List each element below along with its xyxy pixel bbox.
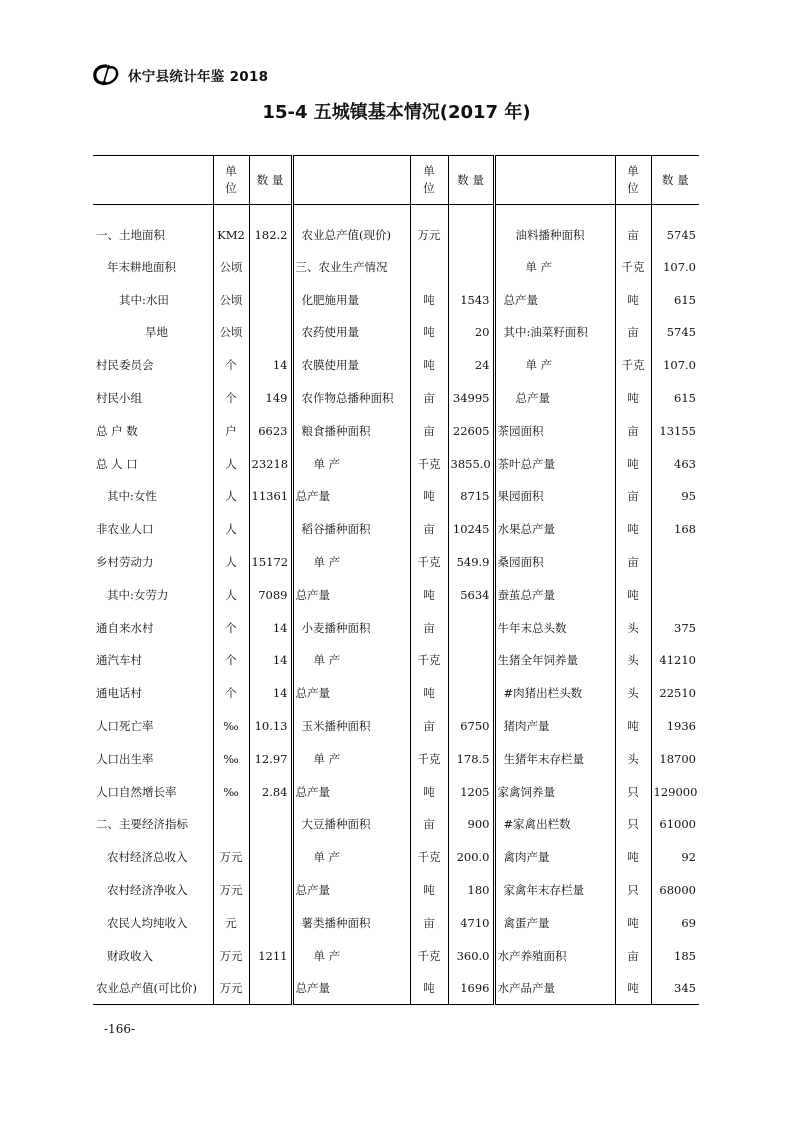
unit-cell: ‰ [213, 742, 249, 775]
item-label: 猪肉产量 [494, 710, 615, 743]
item-label: 农药使用量 [292, 316, 410, 349]
value-cell: 1696 [448, 972, 494, 1005]
item-label: 水产养殖面积 [494, 939, 615, 972]
value-cell [249, 874, 292, 907]
header-qty-2: 数 量 [448, 156, 494, 205]
unit-cell: 吨 [410, 972, 448, 1005]
item-label: 农业总产值(现价) [292, 205, 410, 251]
item-label: 单 产 [292, 644, 410, 677]
value-cell: 92 [681, 850, 696, 865]
item-label: 村民委员会 [93, 349, 213, 382]
item-label: 村民小组 [93, 382, 213, 415]
unit-cell: 千克 [410, 644, 448, 677]
unit-cell: 人 [213, 578, 249, 611]
table-row [93, 972, 699, 1005]
value-cell: 95 [681, 489, 696, 504]
value-cell: 22605 [448, 414, 494, 447]
value-cell [249, 251, 292, 284]
item-label: 稻谷播种面积 [292, 513, 410, 546]
unit-cell [410, 251, 448, 284]
item-label: 总产量 [494, 382, 615, 415]
item-label: 三、农业生产情况 [292, 251, 410, 284]
value-cell [249, 513, 292, 546]
value-cell: 12.97 [249, 742, 292, 775]
value-cell [651, 546, 699, 579]
table-row [93, 775, 699, 808]
value-cell: 6750 [448, 710, 494, 743]
unit-cell: 吨 [410, 283, 448, 316]
unit-cell: 只 [615, 874, 651, 907]
item-label: 总产量 [292, 775, 410, 808]
unit-cell: 亩 [410, 414, 448, 447]
value-cell [448, 205, 494, 251]
unit-cell: 吨 [615, 382, 651, 415]
item-label: 桑园面积 [494, 546, 615, 579]
unit-cell: 亩 [615, 939, 651, 972]
value-cell: 549.9 [448, 546, 494, 579]
table-row [93, 382, 699, 415]
value-cell: 1211 [249, 939, 292, 972]
value-cell: 1543 [448, 283, 494, 316]
value-cell: 615 [674, 391, 696, 406]
value-cell [249, 316, 292, 349]
item-label: #家禽出栏数 [494, 808, 615, 841]
table-row [93, 578, 699, 611]
value-cell [249, 972, 292, 1005]
unit-cell: 千克 [615, 251, 651, 284]
value-cell: 14 [249, 677, 292, 710]
value-cell: 1936 [666, 719, 696, 734]
value-cell: 5745 [666, 227, 696, 242]
unit-cell: 人 [213, 546, 249, 579]
item-label: 总产量 [292, 972, 410, 1005]
table-row [93, 283, 699, 316]
value-cell: 1205 [448, 775, 494, 808]
value-cell: 3855.0 [448, 447, 494, 480]
table-row [93, 251, 699, 284]
unit-cell: 亩 [615, 205, 651, 251]
item-label: 总产量 [292, 578, 410, 611]
item-label: 通汽车村 [93, 644, 213, 677]
item-label: 单 产 [292, 546, 410, 579]
value-cell: 22510 [659, 686, 696, 701]
item-label: 总 人 口 [93, 447, 213, 480]
item-label: 二、主要经济指标 [93, 808, 213, 841]
item-label: 非农业人口 [93, 513, 213, 546]
item-label: 水果总产量 [494, 513, 615, 546]
header-qty-1: 数 量 [249, 156, 292, 205]
value-cell [448, 611, 494, 644]
value-cell: 5634 [448, 578, 494, 611]
unit-cell: 亩 [615, 480, 651, 513]
value-cell: 185 [674, 948, 696, 963]
item-label: 其中:油菜籽面积 [494, 316, 615, 349]
unit-cell: 只 [615, 808, 651, 841]
value-cell: 23218 [249, 447, 292, 480]
table-row [93, 480, 699, 513]
item-label: 生猪全年饲养量 [494, 644, 615, 677]
value-cell [249, 808, 292, 841]
item-label: 单 产 [292, 841, 410, 874]
item-label: 粮食播种面积 [292, 414, 410, 447]
item-label: 禽肉产量 [494, 841, 615, 874]
value-cell: 14 [249, 644, 292, 677]
item-label: 总 户 数 [93, 414, 213, 447]
unit-cell: 元 [213, 906, 249, 939]
table-row [93, 513, 699, 546]
unit-cell: 万元 [213, 939, 249, 972]
table-row [93, 546, 699, 579]
value-cell: 69 [681, 915, 696, 930]
item-label: 大豆播种面积 [292, 808, 410, 841]
table-row [93, 677, 699, 710]
item-label: 总产量 [292, 480, 410, 513]
value-cell: 10.13 [249, 710, 292, 743]
unit-cell: 公顷 [213, 316, 249, 349]
value-cell: 24 [448, 349, 494, 382]
value-cell [249, 906, 292, 939]
item-label: 农村经济净收入 [93, 874, 213, 907]
unit-cell: 亩 [410, 513, 448, 546]
unit-cell: 吨 [410, 316, 448, 349]
value-cell: 168 [674, 522, 696, 537]
item-label: 农作物总播种面积 [292, 382, 410, 415]
value-cell: 360.0 [448, 939, 494, 972]
item-label: 人口死亡率 [93, 710, 213, 743]
unit-cell: 亩 [615, 414, 651, 447]
value-cell: 18700 [659, 751, 696, 766]
statistics-table-wrapper [93, 155, 699, 1005]
table-row [93, 906, 699, 939]
unit-cell: 只 [615, 775, 651, 808]
item-label: 牛年末总头数 [494, 611, 615, 644]
item-label: 通自来水村 [93, 611, 213, 644]
unit-cell: 吨 [410, 775, 448, 808]
value-cell: 107.0 [663, 358, 696, 373]
unit-cell: 吨 [615, 578, 651, 611]
unit-cell: 万元 [213, 972, 249, 1005]
item-label: 乡村劳动力 [93, 546, 213, 579]
value-cell: 10245 [448, 513, 494, 546]
unit-cell: 万元 [213, 874, 249, 907]
value-cell: 61000 [659, 817, 696, 832]
unit-cell: 个 [213, 677, 249, 710]
value-cell: 129000 [653, 784, 698, 799]
item-label: 水产品产量 [494, 972, 615, 1005]
unit-cell: 吨 [615, 972, 651, 1005]
item-label: 人口出生率 [93, 742, 213, 775]
book-title: 休宁县统计年鉴 2018 [128, 69, 269, 85]
value-cell: 182.2 [249, 205, 292, 251]
item-label: 单 产 [494, 251, 615, 284]
unit-cell: 千克 [410, 939, 448, 972]
table-row [93, 205, 699, 251]
table-row [93, 644, 699, 677]
unit-cell: 个 [213, 611, 249, 644]
item-label: 家禽年末存栏量 [494, 874, 615, 907]
value-cell [249, 841, 292, 874]
value-cell [448, 644, 494, 677]
table-row [93, 742, 699, 775]
value-cell: 180 [448, 874, 494, 907]
item-label: 其中:女性 [93, 480, 213, 513]
item-label: #肉猪出栏头数 [494, 677, 615, 710]
item-label: 化肥施用量 [292, 283, 410, 316]
unit-cell: 吨 [615, 283, 651, 316]
table-title: 15-4 五城镇基本情况(2017 年) [262, 102, 531, 123]
value-cell: 2.84 [249, 775, 292, 808]
unit-cell: 千克 [615, 349, 651, 382]
value-cell: 15172 [249, 546, 292, 579]
unit-cell: 头 [615, 611, 651, 644]
value-cell: 5745 [666, 325, 696, 340]
unit-cell: 千克 [410, 546, 448, 579]
item-label: 单 产 [292, 447, 410, 480]
unit-cell: 吨 [615, 447, 651, 480]
table-body [93, 205, 699, 1005]
item-label: 其中:水田 [93, 283, 213, 316]
unit-cell: 亩 [410, 808, 448, 841]
unit-cell: 亩 [410, 382, 448, 415]
item-label: 财政收入 [93, 939, 213, 972]
item-label: 总产量 [292, 677, 410, 710]
unit-cell: 吨 [615, 906, 651, 939]
value-cell [448, 677, 494, 710]
unit-cell: 亩 [410, 906, 448, 939]
value-cell: 6623 [249, 414, 292, 447]
item-label: 玉米播种面积 [292, 710, 410, 743]
value-cell [249, 283, 292, 316]
value-cell: 4710 [448, 906, 494, 939]
unit-cell: 万元 [410, 205, 448, 251]
table-row [93, 808, 699, 841]
value-cell: 13155 [659, 423, 696, 438]
value-cell: 463 [674, 456, 696, 471]
header-item-1 [93, 156, 213, 205]
header-qty-3: 数 量 [651, 156, 699, 205]
unit-cell: 亩 [615, 316, 651, 349]
table-row [93, 939, 699, 972]
unit-cell: 吨 [410, 578, 448, 611]
unit-cell: 户 [213, 414, 249, 447]
value-cell: 7089 [249, 578, 292, 611]
unit-cell: 吨 [615, 841, 651, 874]
table-row [93, 611, 699, 644]
item-label: 其中:女劳力 [93, 578, 213, 611]
value-cell: 41210 [659, 653, 696, 668]
unit-cell: 个 [213, 382, 249, 415]
unit-cell: 头 [615, 742, 651, 775]
value-cell: 20 [448, 316, 494, 349]
value-cell: 900 [448, 808, 494, 841]
page-number: -166- [104, 1022, 136, 1036]
item-label: 茶园面积 [494, 414, 615, 447]
unit-cell: 吨 [410, 480, 448, 513]
value-cell: 14 [249, 611, 292, 644]
value-cell: 375 [674, 620, 696, 635]
unit-cell: 人 [213, 480, 249, 513]
unit-cell: 亩 [410, 611, 448, 644]
item-label: 年末耕地面积 [93, 251, 213, 284]
item-label: 通电话村 [93, 677, 213, 710]
unit-cell: 头 [615, 644, 651, 677]
header-unit-2: 单 位 [410, 156, 448, 205]
unit-cell: 吨 [615, 513, 651, 546]
unit-cell: 人 [213, 447, 249, 480]
item-label: 蚕茧总产量 [494, 578, 615, 611]
value-cell: 615 [674, 292, 696, 307]
item-label: 农村经济总收入 [93, 841, 213, 874]
item-label: 农膜使用量 [292, 349, 410, 382]
item-label: 总产量 [292, 874, 410, 907]
unit-cell: 个 [213, 644, 249, 677]
unit-cell: 公顷 [213, 283, 249, 316]
value-cell: 200.0 [448, 841, 494, 874]
item-label: 单 产 [494, 349, 615, 382]
item-label: 人口自然增长率 [93, 775, 213, 808]
header-unit-1: 单 位 [213, 156, 249, 205]
table-row [93, 841, 699, 874]
unit-cell: 吨 [410, 677, 448, 710]
item-label: 禽蛋产量 [494, 906, 615, 939]
unit-cell: 亩 [615, 546, 651, 579]
item-label: 单 产 [292, 939, 410, 972]
unit-cell [213, 808, 249, 841]
statistics-table [93, 155, 699, 1005]
unit-cell: 人 [213, 513, 249, 546]
unit-cell: ‰ [213, 710, 249, 743]
table-row [93, 414, 699, 447]
item-label: 旱地 [93, 316, 213, 349]
unit-cell: KM2 [213, 205, 249, 251]
item-label: 果园面积 [494, 480, 615, 513]
value-cell: 14 [249, 349, 292, 382]
item-label: 总产量 [494, 283, 615, 316]
table-row [93, 316, 699, 349]
unit-cell: 吨 [615, 710, 651, 743]
unit-cell: ‰ [213, 775, 249, 808]
yearbook-logo-icon [92, 63, 122, 87]
item-label: 农业总产值(可比价) [93, 972, 213, 1005]
unit-cell: 吨 [410, 349, 448, 382]
unit-cell: 公顷 [213, 251, 249, 284]
value-cell: 11361 [249, 480, 292, 513]
item-label: 小麦播种面积 [292, 611, 410, 644]
item-label: 农民人均纯收入 [93, 906, 213, 939]
item-label: 生猪年末存栏量 [494, 742, 615, 775]
running-header [92, 62, 268, 88]
value-cell: 345 [651, 972, 699, 1005]
table-row [93, 447, 699, 480]
unit-cell: 吨 [410, 874, 448, 907]
header-item-2 [292, 156, 410, 205]
value-cell [651, 578, 699, 611]
unit-cell: 亩 [410, 710, 448, 743]
item-label: 家禽饲养量 [494, 775, 615, 808]
unit-cell: 万元 [213, 841, 249, 874]
value-cell [448, 251, 494, 284]
table-row [93, 710, 699, 743]
item-label: 一、土地面积 [93, 205, 213, 251]
unit-cell: 千克 [410, 841, 448, 874]
value-cell: 68000 [659, 883, 696, 898]
header-row [93, 156, 699, 205]
unit-cell: 千克 [410, 742, 448, 775]
value-cell: 149 [249, 382, 292, 415]
value-cell: 8715 [448, 480, 494, 513]
item-label: 茶叶总产量 [494, 447, 615, 480]
item-label: 单 产 [292, 742, 410, 775]
value-cell: 34995 [448, 382, 494, 415]
unit-cell: 头 [615, 677, 651, 710]
table-row [93, 349, 699, 382]
unit-cell: 个 [213, 349, 249, 382]
unit-cell: 千克 [410, 447, 448, 480]
table-row [93, 874, 699, 907]
header-unit-3: 单 位 [615, 156, 651, 205]
header-item-3 [494, 156, 615, 205]
item-label: 薯类播种面积 [292, 906, 410, 939]
value-cell: 178.5 [448, 742, 494, 775]
value-cell: 107.0 [663, 259, 696, 274]
item-label: 油料播种面积 [494, 205, 615, 251]
